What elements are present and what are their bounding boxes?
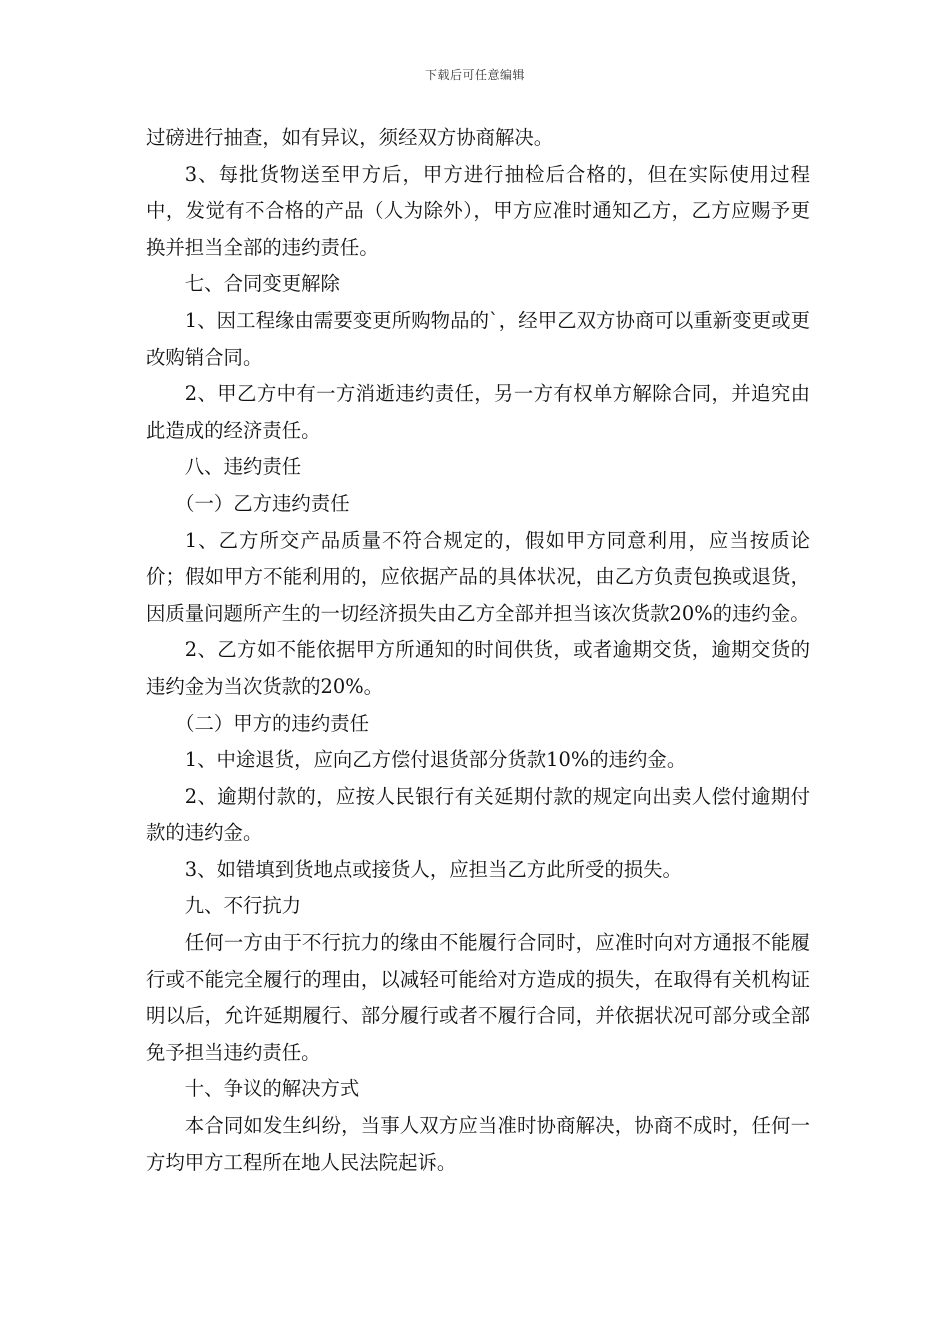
paragraph: 任何一方由于不行抗力的缘由不能履行合同时，应准时向对方通报不能履行或不能完全履行的理由，以减轻可能给对方造成的损失，在取得有关机构证明以后，允许延期履行、部分履行或者不履行合同，并依据状况可部分或全部免予担当违约责任。 bbox=[146, 931, 810, 1064]
paragraph: 十、争议的解决方式 bbox=[184, 1077, 360, 1101]
paragraph: 2、甲乙方中有一方消逝违约责任，另一方有权单方解除合同，并追究由此造成的经济责任。 bbox=[146, 382, 810, 442]
page-header: 下载后可任意编辑 bbox=[424, 68, 525, 82]
paragraph: （一）乙方违约责任 bbox=[175, 491, 350, 515]
document-body bbox=[146, 120, 810, 1181]
paragraph: 九、不行抗力 bbox=[184, 894, 302, 918]
paragraph: 过磅进行抽查，如有异议，须经双方协商解决。 bbox=[146, 126, 554, 149]
paragraph: 八、违约责任 bbox=[184, 455, 302, 479]
paragraph: 1、乙方所交产品质量不符合规定的，假如甲方同意利用，应当按质论价；假如甲方不能利用的，应依据产品的具体状况，由乙方负责包换或退货，因质量问题所产生的一切经济损失由乙方全部并担当该次货款20%的违约金。 bbox=[146, 528, 810, 625]
paragraph: 3、每批货物送至甲方后，甲方进行抽检后合格的，但在实际使用过程中，发觉有不合格的产品（人为除外），甲方应准时通知乙方，乙方应赐予更换并担当全部的违约责任。 bbox=[146, 162, 810, 259]
paragraph: 七、合同变更解除 bbox=[184, 272, 340, 296]
paragraph: 2、乙方如不能依据甲方所通知的时间供货，或者逾期交货，逾期交货的违约金为当次货款的20%。 bbox=[146, 638, 810, 698]
paragraph: （二）甲方的违约责任 bbox=[175, 711, 369, 735]
paragraph: 本合同如发生纠纷，当事人双方应当准时协商解决，协商不成时，任何一方均甲方工程所在地人民法院起诉。 bbox=[146, 1114, 810, 1174]
paragraph: 1、中途退货，应向乙方偿付退货部分货款10%的违约金。 bbox=[184, 748, 687, 772]
paragraph: 3、如错填到货地点或接货人，应担当乙方此所受的损失。 bbox=[184, 857, 682, 881]
paragraph: 1、因工程缘由需要变更所购物品的`，经甲乙双方协商可以重新变更或更改购销合同。 bbox=[146, 308, 810, 369]
paragraph: 2、逾期付款的，应按人民银行有关延期付款的规定向出卖人偿付逾期付款的违约金。 bbox=[146, 784, 810, 845]
